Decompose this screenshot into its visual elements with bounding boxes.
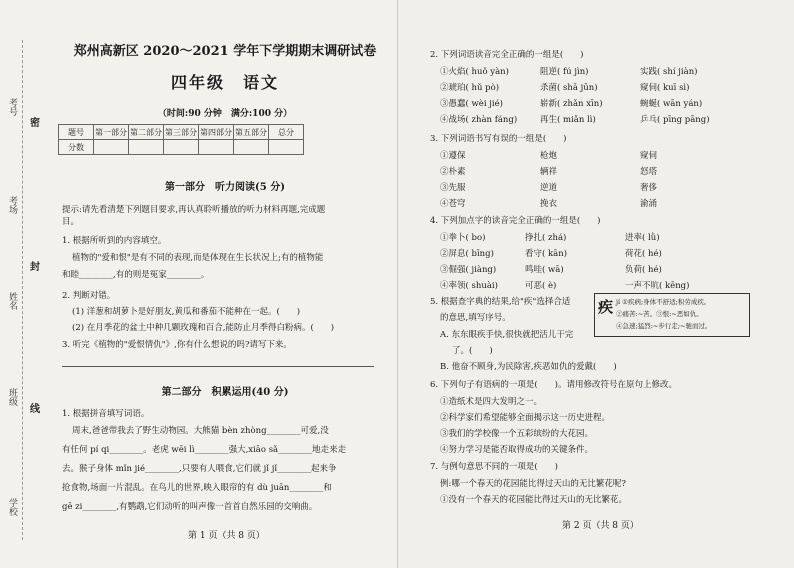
option: 崭新( zhǎn xīn) [540,99,603,109]
part2-question-1: 1. 根据拼音填写词语。 [62,409,150,419]
option: 渝涌 [640,199,658,209]
question-1-blanks: 和睦________,有的则是冤家________。 [62,270,210,280]
question-2: 2. 下列词语读音完全正确的一组是( ) [430,50,584,60]
question-1-text: 植物的"爱和恨"是有不同的表现,而是体现在生长状况上;有的植物能 [72,253,324,263]
question-5-b: B. 他奋不顾身,为民除害,疾恶如仇的爱戴( ) [440,362,617,372]
option: 挣扎( zhá) [525,233,567,243]
question-7: 7. 与例句意思不同的一项是( ) [430,462,558,472]
option: ③先服 [440,183,466,193]
part1-tip-cont: 目。 [62,217,80,227]
dictionary-line: ④急速;猛烈:~步行走;~驰而过。 [616,322,712,330]
option: 再生( miǎn lì) [540,115,596,125]
option: 挽衣 [540,199,558,209]
option: 看守( kān) [525,249,568,259]
option: ③倔强( jiàng) [440,265,497,275]
option: 奢侈 [640,183,658,193]
dictionary-line: jí ①疾病;身体不舒适;积劳成疾。 [616,298,711,306]
score-cell: 第一部分 [94,125,129,140]
option: ④率领( shuài) [440,281,498,291]
option: 乒乓( pīng pāng) [640,115,710,125]
question-5-a: A. 东东眼疾手快,很快就把活儿干完 [440,330,574,340]
pinyin-line-1: 周末,爸爸带我去了野生动物园。大熊猫 bèn zhòng________可爱,没 [72,426,329,436]
option: 荷花( hé) [625,249,662,259]
label-mi: 密 [30,118,40,129]
score-table [58,124,304,155]
page-number: 第 2 页（共 8 页） [562,521,639,531]
score-table-header-row [59,125,304,140]
option: ②科学家们希望能够全面揭示这一历史进程。 [440,413,611,423]
option: 进率( lǜ) [625,233,660,243]
exam-title: 郑州高新区 2020～2021 学年下学期期末调研试卷 [73,44,377,59]
question-1: 1. 根据所听到的内容填空。 [62,236,167,246]
label-xian: 线 [30,404,40,415]
option: 蜿蜒( wān yán) [640,99,703,109]
option: ②朴素 [440,167,466,177]
option: 阻逆( fú jìn) [540,67,589,77]
option: 杀菌( shā jūn) [540,83,598,93]
score-cell [164,140,199,155]
option: ②琥珀( hǔ pò) [440,83,500,93]
pinyin-line-5: gē zi________,有鹦鹉,它们动听的叫声像一首首自然乐园的交响曲。 [62,502,318,512]
time-score: （时间:90 分钟 满分:100 分） [157,109,293,119]
question-5: 5. 根据查字典的结果,给"疾"选择合适 [430,297,571,307]
score-cell: 第二部分 [129,125,164,140]
score-cell: 题号 [59,125,94,140]
question-5-cont: 的意思,填写序号。 [440,313,511,323]
example-sentence: 例:哪一个春天的花园能比得过天山的无比繁花呢? [440,479,626,489]
option: 鸣哇( wā) [525,265,564,275]
score-cell: 第五部分 [234,125,269,140]
cut-line [22,40,23,540]
option: ③我们的学校像一个五彩缤纷的大花园。 [440,429,594,439]
score-cell [129,140,164,155]
label-kaochang: 考场 [7,196,17,214]
pinyin-line-2: 有任何 pí qi________。老虎 wēi lì________强大,xiāo sǎ________地走来走 [62,445,347,455]
option: ④苍穹 [440,199,466,209]
question-5-a-cont: 了。( ) [452,346,493,356]
option: 负荷( hé) [625,265,662,275]
part1-heading: 第一部分 听力阅读(5 分) [165,182,285,193]
question-3: 3. 下列词语书写有误的一组是( ) [430,134,567,144]
option: ①火焰( huǒ yàn) [440,67,509,77]
label-xingming: 姓名 [7,292,17,310]
option: 怒塔 [640,167,658,177]
question-2-item-1: (1) 洋葱和胡萝卜是好朋友,黄瓜和番茄不能种在一起。( ) [72,307,301,317]
option: ③愚蠢( wèi jié) [440,99,503,109]
pinyin-line-4: 抢食物,场面一片混乱。在鸟儿的世界,映入眼帘的有 dù juān________和 [62,483,332,493]
label-banji: 班级 [7,388,17,406]
dictionary-char: 疾 [598,298,614,316]
option: 一声不吭( kēng) [625,281,690,291]
option: 辆祥 [540,167,558,177]
dictionary-line: ②痛苦:~苦。③恨:~恶如仇。 [616,310,703,318]
option: 窥伺( kuī sì) [640,83,690,93]
option: ④战场( zhàn fáng) [440,115,518,125]
option: ①拳卜( bo) [440,233,486,243]
question-3: 3. 听完《植物的"爱恨情仇"》,你有什么想说的吗?请写下来。 [62,340,292,350]
option: 枪炮 [540,151,558,161]
part2-heading: 第二部分 积累运用(40 分) [161,387,289,398]
option: ①造纸术是四大发明之一。 [440,397,543,407]
page-number: 第 1 页（共 8 页） [188,531,265,541]
option: 窥伺 [640,151,658,161]
score-cell: 第四部分 [199,125,234,140]
question-4: 4. 下列加点字的读音完全正确的一组是( ) [430,216,601,226]
question-2-item-2: (2) 在月季花的盆土中种几颗玫瑰和百合,能防止月季得白粉病。( ) [72,323,335,333]
score-cell [269,140,304,155]
label-feng: 封 [30,262,40,273]
score-cell: 总分 [269,125,304,140]
score-cell [234,140,269,155]
binding-margin [0,0,44,568]
score-cell [94,140,129,155]
option: 可恶( è) [525,281,557,291]
label-kaohao: 考号 [7,98,17,116]
option: 逆道 [540,183,558,193]
option: ①没有一个春天的花园能比得过天山的无比繁花。 [440,495,628,505]
part1-tip: 提示:请先看清楚下列题目要求,再认真聆听播放的听力材料再题,完成题 [62,205,326,215]
score-cell: 分数 [59,140,94,155]
label-xuexiao: 学校 [7,498,17,516]
pinyin-line-3: 去。猴子身体 mǐn jié________,只要有人喂食,它们就 jǐ jǐ________起来争 [62,464,337,474]
score-table-value-row [59,140,304,155]
option: ②屏息( bīng) [440,249,494,259]
option: ④努力学习是能否取得成功的关键条件。 [440,445,594,455]
grade-subject: 四年级 语文 [170,73,279,92]
score-cell: 第三部分 [164,125,199,140]
option: 实践( shí jiàn) [640,67,698,77]
question-2: 2. 判断对错。 [62,291,116,301]
score-cell [199,140,234,155]
option: ①遵保 [440,151,466,161]
answer-line [62,366,374,367]
question-6: 6. 下列句子有语病的一项是( )。请用修改符号在原句上修改。 [430,380,677,390]
